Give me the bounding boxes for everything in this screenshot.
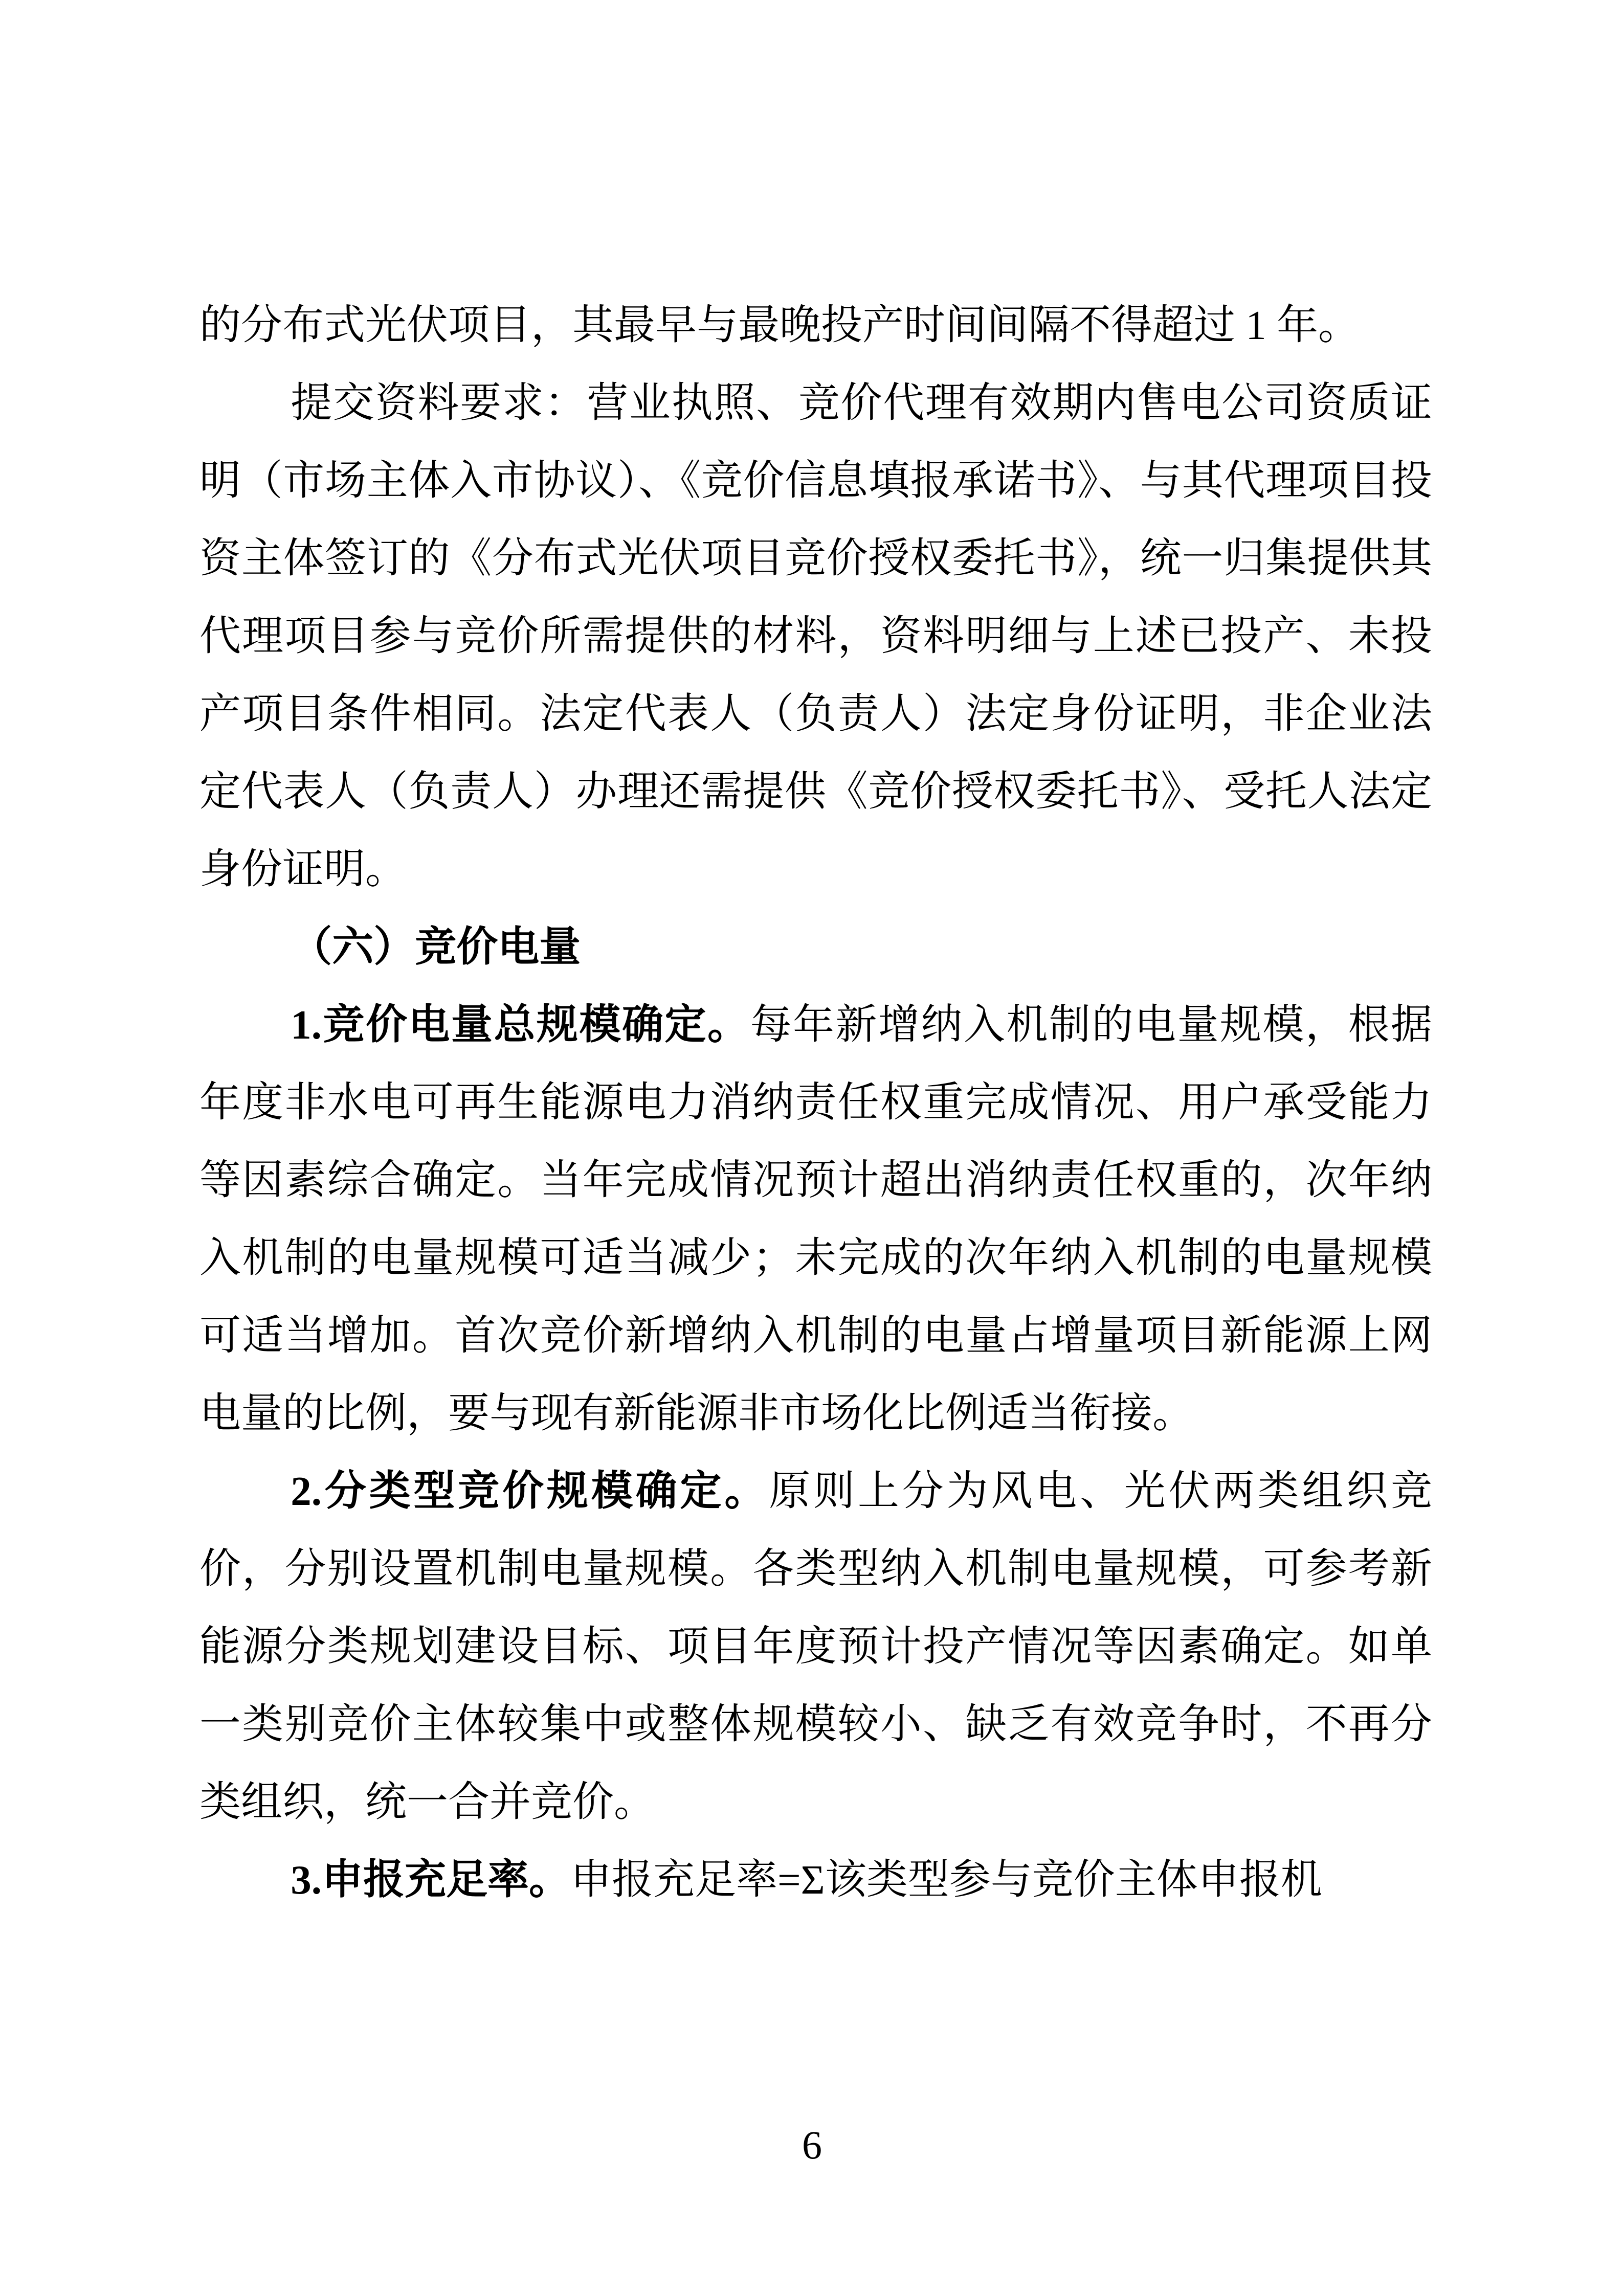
paragraph-lead-bold: 2.分类型竞价规模确定。 [291,1468,769,1514]
page-number: 6 [802,2123,822,2167]
paragraph-lead-bold: 1.竞价电量总规模确定。 [291,1002,750,1048]
section-heading [199,908,1432,986]
paragraph-text: 申报充足率=Σ该类型参与竞价主体申报机 [570,1857,1322,1903]
paragraph-text: 每年新增纳入机制的电量规模，根据年度非水电可再生能源电力消纳责任权重完成情况、用户承受能力等因素综合确定。当年完成情况预计超出消纳责任权重的，次年纳入机制的电量规模可适当减少；未完成的次年纳入机制的电量规模可适当增加。首次竞价新增纳入机制的电量占增量项目新能源上网电量的比例，要与现有新能源非市场化比例适当衔接。 [199,1002,1432,1436]
paragraph [199,286,1432,364]
section-heading-text: （六）竞价电量 [291,924,581,970]
paragraph [199,364,1432,908]
paragraph [199,1841,1432,1919]
paragraph [199,1452,1432,1841]
paragraph-text: 原则上分为风电、光伏两类组织竞价，分别设置机制电量规模。各类型纳入机制电量规模，可参考新能源分类规划建设目标、项目年度预计投产情况等因素确定。如单一类别竞价主体较集中或整体规模较小、缺乏有效竞争时，不再分类组织，统一合并竞价。 [199,1468,1432,1825]
paragraph-text: 提交资料要求：营业执照、竞价代理有效期内售电公司资质证明（市场主体入市协议）、《竞价信息填报承诺书》、与其代理项目投资主体签订的《分布式光伏项目竞价授权委托书》，统一归集提供其代理项目参与竞价所需提供的材料，资料明细与上述已投产、未投产项目条件相同。法定代表人（负责人）法定身份证明，非企业法定代表人（负责人）办理还需提供《竞价授权委托书》、受托人法定身份证明。 [199,380,1432,892]
paragraph-lead-bold: 3.申报充足率。 [291,1857,570,1903]
paragraph [199,986,1432,1452]
document-body [199,286,1432,1919]
page-footer [0,2122,1624,2168]
paragraph-text: 的分布式光伏项目，其最早与最晚投产时间间隔不得超过 1 年。 [199,302,1360,348]
